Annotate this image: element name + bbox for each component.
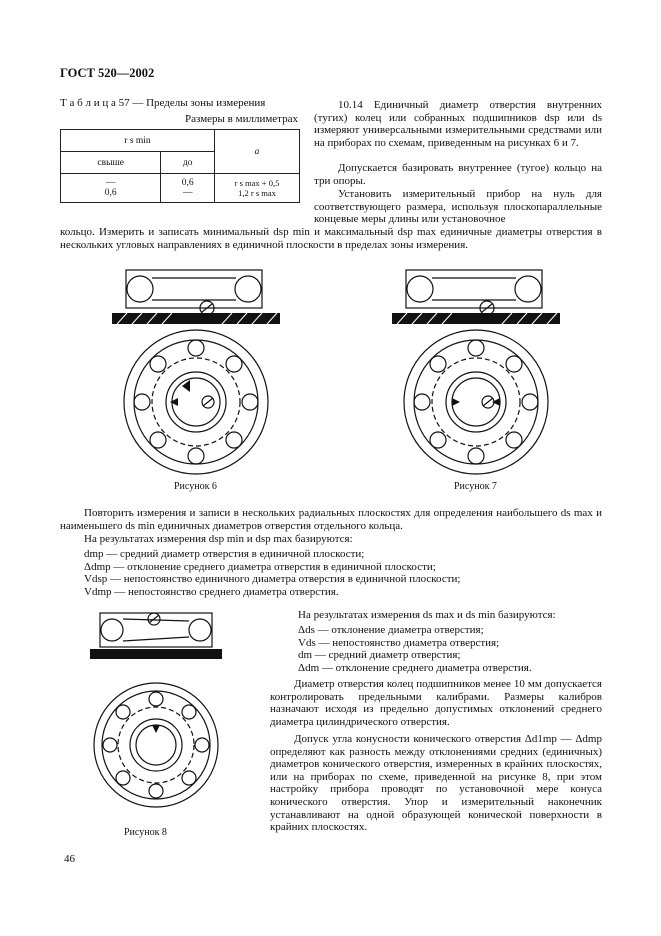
para-repeat: Повторить измерения и записи в нескольких радиальных плоскостях для определения наибольшего ds max и наименьшего ds min единичных диаметров отверстия отдельного кольца.: [60, 507, 602, 532]
cell-over: 0,6: [104, 188, 117, 198]
table-row: [61, 174, 300, 203]
para-based-2: На результатах измерения ds max и ds min базируются:: [298, 609, 556, 621]
para-calibr: Диаметр отверстия колец подшипников менее 10 мм допускается контролировать предельными калибрами. Размеры калибров назначают исходя из предельно допустимых отклонений среднего диаметра цилиндрического отверстия.: [270, 678, 602, 728]
col-group-header: r s min: [61, 130, 215, 152]
para-setup-cont: кольцо. Измерить и записать минимальный dsp min и максимальный dsp max единичные диаметры отверстия в нескольких угловых направлениях в единичной плоскости в пределах зоны измерения.: [60, 226, 602, 251]
cell-over: —: [105, 178, 116, 188]
list-item: Vds — непостоянство диаметра отверстия;: [298, 636, 500, 649]
page-number: 46: [64, 853, 75, 865]
cell-a: r s max + 0,5: [234, 178, 280, 188]
para-10-14: 10.14 Единичный диаметр отверстия внутренних (тугих) колец или собранных подшипников dsp или ds измеряют универсальными измерительными средствами или на приборах по схемам, приведенным на рисунках 6 и 7.: [314, 99, 602, 149]
list-item: Vdsp — непостоянство единичного диаметра отверстия в единичной плоскости;: [84, 573, 461, 586]
figure-7: [392, 266, 560, 478]
list-item: dm — средний диаметр отверстия;: [298, 649, 461, 662]
figure-8: [90, 607, 222, 817]
list-item: Δdmp — отклонение среднего диаметра отверстия в единичной плоскости;: [84, 560, 436, 573]
para-conic: Допуск угла конусности конического отверстия Δd1mp — Δdmp определяют как разность между отклонениями средних (единичных) диаметров конического отверстия, измеренных в крайних плоскостях, или на приборах по схеме, приведенной на рисунке 8, при этом настройку прибора проводят по установочной мере конуса конического отверстия. Упор и измерительный наконечник устанавливают на одной образующей конической поверхности в крайних плоскостях.: [270, 733, 602, 834]
caption-figure-6: Рисунок 6: [174, 481, 217, 492]
figure-6: [112, 266, 280, 478]
definitions-list-1: [84, 548, 584, 598]
para-base: Допускается базировать внутреннее (тугое) кольцо на три опоры.: [314, 162, 602, 187]
list-item: dmp — средний диаметр отверстия в единичной плоскости;: [84, 548, 365, 560]
cell-upto: —: [182, 188, 193, 198]
para-based-1: На результатах измерения dsp min и dsp max базируются:: [84, 533, 353, 545]
document-header: ГОСТ 520—2002: [60, 66, 155, 80]
col-over-header: свыше: [61, 152, 161, 174]
caption-figure-8: Рисунок 8: [124, 827, 167, 838]
para-setup: Установить измерительный прибор на нуль для соответствующего размера, используя плоскопараллельные концевые меры длины или установочное: [314, 188, 602, 226]
cell-a: 1,2 r s max: [238, 188, 276, 198]
table-title: Т а б л и ц а 57 — Пределы зоны измерения: [60, 97, 266, 109]
list-item: Δdm — отклонение среднего диаметра отверстия.: [298, 661, 532, 674]
caption-figure-7: Рисунок 7: [454, 481, 497, 492]
cell-upto: 0,6: [181, 178, 194, 188]
list-item: Δds — отклонение диаметра отверстия;: [298, 624, 484, 636]
col-upto-header: до: [161, 152, 215, 174]
table-57: [60, 129, 300, 203]
col-a-header: a: [215, 130, 300, 174]
definitions-list-2: [298, 624, 602, 674]
list-item: Vdmp — непостоянство среднего диаметра отверстия.: [84, 585, 339, 598]
table-units: Размеры в миллиметрах: [185, 113, 298, 125]
